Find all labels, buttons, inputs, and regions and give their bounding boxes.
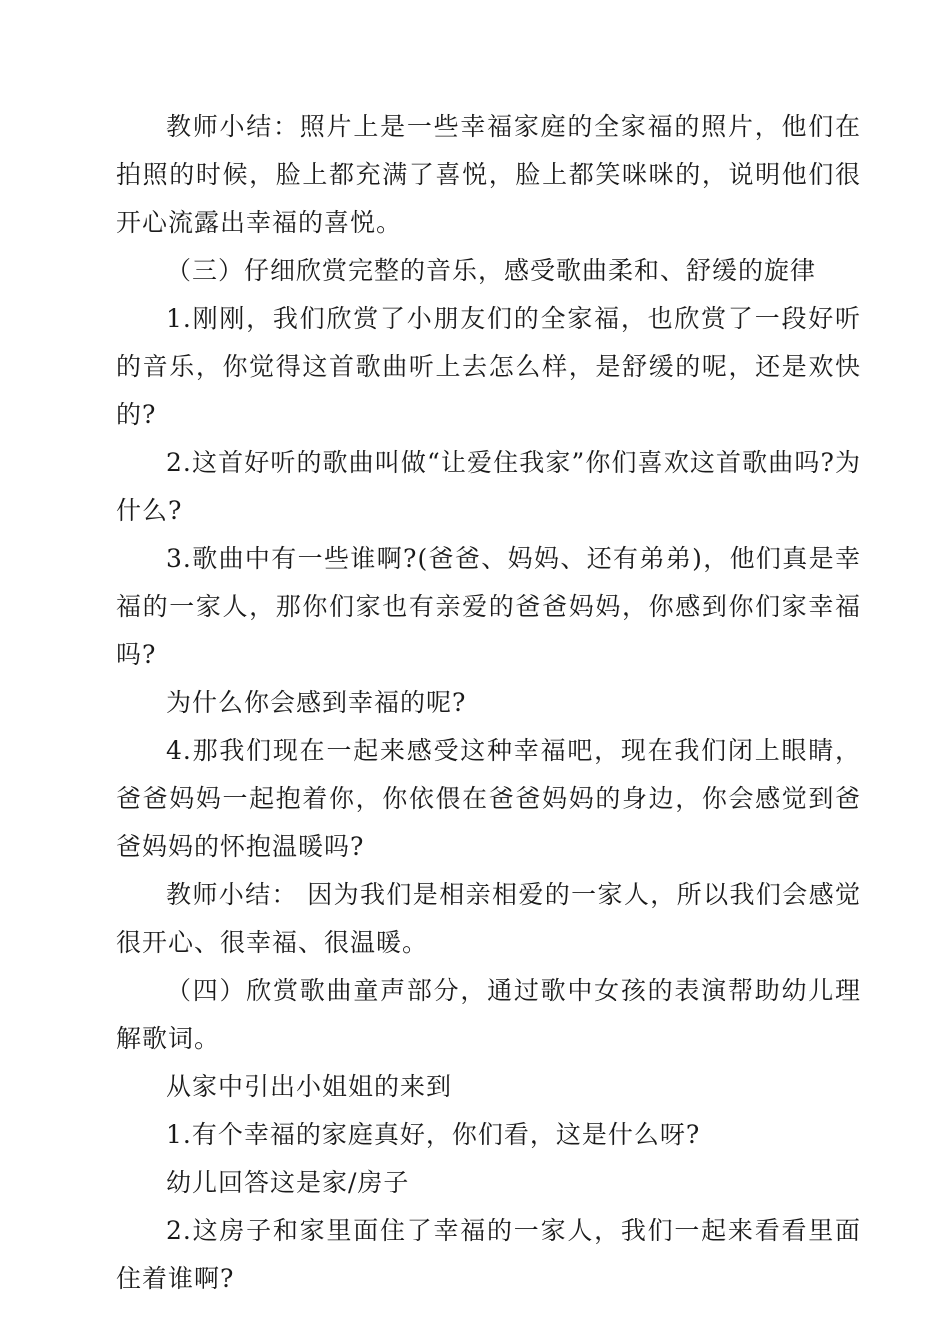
- paragraph-step-2: 2.这房子和家里面住了幸福的一家人，我们一起来看看里面住着谁啊?: [116, 1216, 861, 1293]
- paragraph-question-3-followup: 为什么你会感到幸福的呢?: [166, 688, 467, 717]
- paragraph-teacher-summary-1: 教师小结：照片上是一些幸福家庭的全家福的照片，他们在拍照的时候，脸上都充满了喜悦，脸上都笑咪咪的，说明他们很开心流露出幸福的喜悦。: [116, 112, 861, 237]
- paragraph-question-4: 4.那我们现在一起来感受这种幸福吧，现在我们闭上眼睛，爸爸妈妈一起抱着你，你依偎在爸爸妈妈的身边，你会感觉到爸爸妈妈的怀抱温暖吗?: [116, 736, 861, 861]
- paragraph-section-three-heading: （三）仔细欣赏完整的音乐，感受歌曲柔和、舒缓的旋律: [166, 256, 817, 285]
- paragraph-question-3: 3.歌曲中有一些谁啊?(爸爸、妈妈、还有弟弟)，他们真是幸福的一家人，那你们家也有亲爱的爸爸妈妈，你感到你们家幸福吗?: [116, 544, 861, 669]
- document-body: [116, 103, 861, 1303]
- paragraph-teacher-summary-2: 教师小结： 因为我们是相亲相爱的一家人，所以我们会感觉很开心、很幸福、很温暖。: [116, 880, 861, 957]
- paragraph-question-1: 1.刚刚，我们欣赏了小朋友们的全家福，也欣赏了一段好听的音乐，你觉得这首歌曲听上去怎么样，是舒缓的呢，还是欢快的?: [116, 304, 861, 429]
- paragraph-question-2: 2.这首好听的歌曲叫做“让爱住我家”你们喜欢这首歌曲吗?为什么?: [116, 448, 861, 525]
- paragraph-intro-sister: 从家中引出小姐姐的来到: [166, 1072, 453, 1101]
- paragraph-step-1: 1.有个幸福的家庭真好，你们看，这是什么呀?: [166, 1120, 701, 1149]
- paragraph-child-answer: 幼儿回答这是家/房子: [166, 1168, 410, 1197]
- paragraph-section-four-heading: （四）欣赏歌曲童声部分，通过歌中女孩的表演帮助幼儿理解歌词。: [116, 976, 861, 1053]
